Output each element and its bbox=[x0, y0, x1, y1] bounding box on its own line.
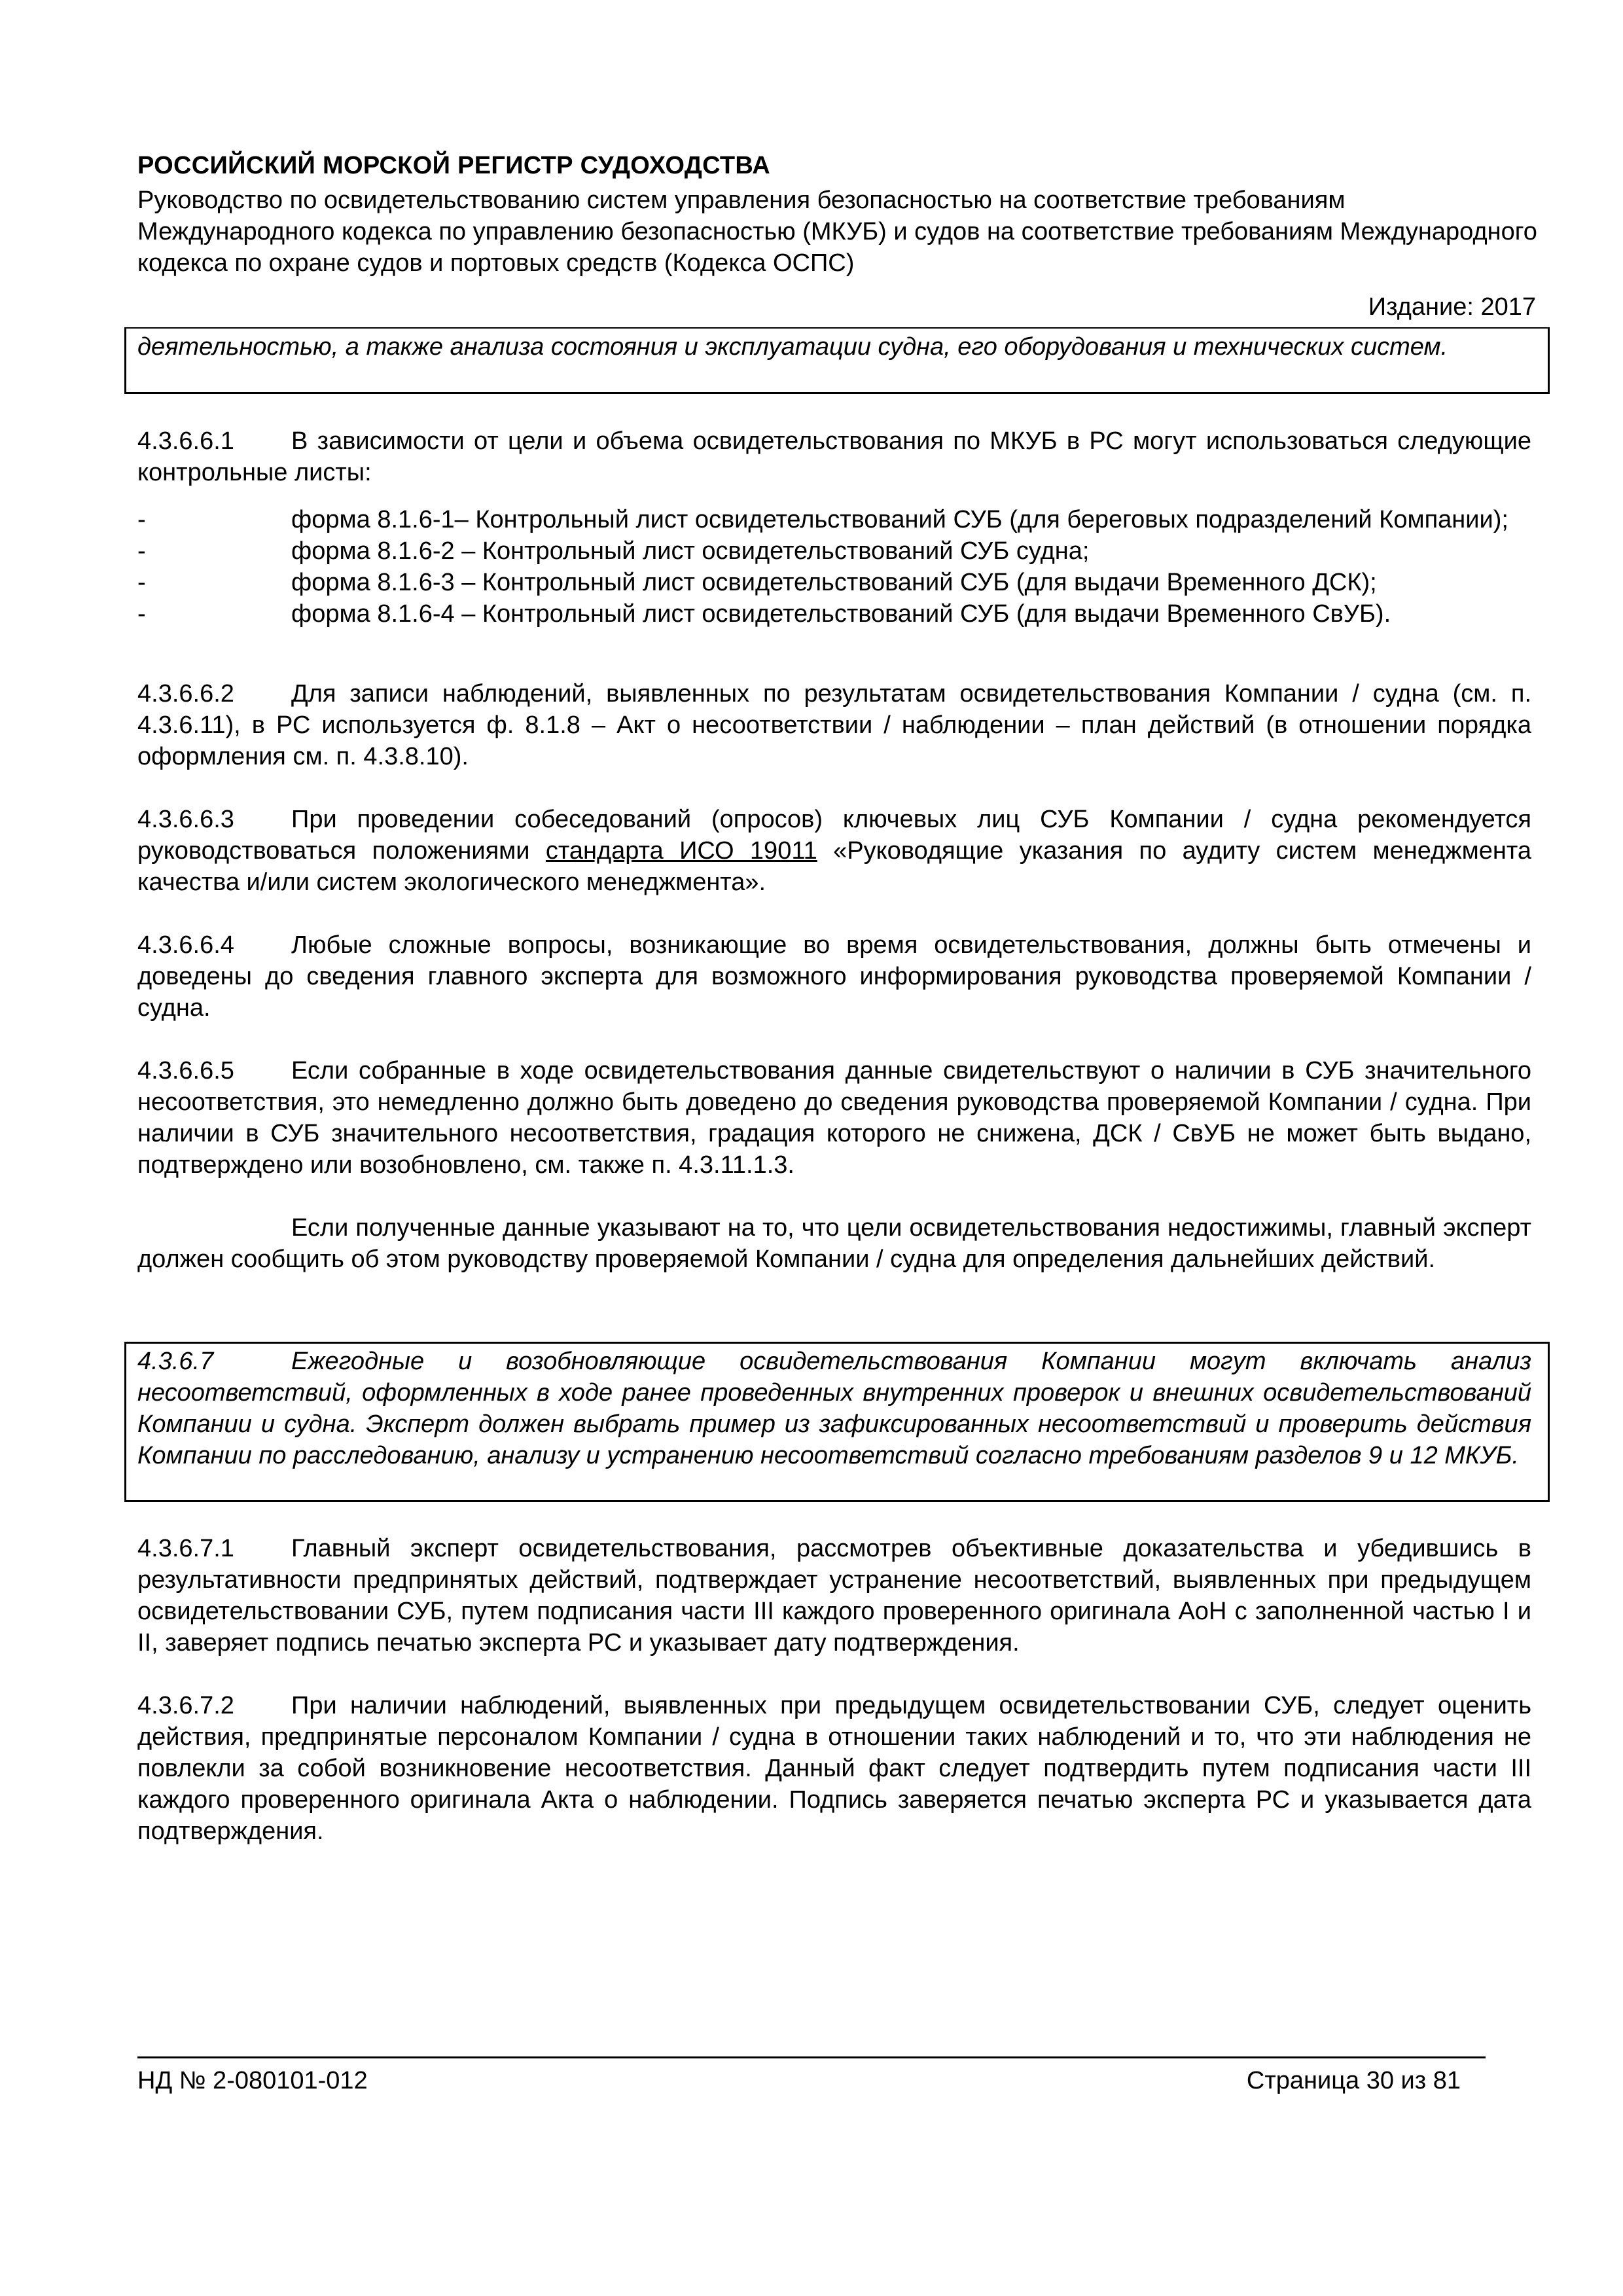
header-organization: РОССИЙСКИЙ МОРСКОЙ РЕГИСТР СУДОХОДСТВА bbox=[137, 152, 770, 179]
clause-number: 4.3.6.6.1 bbox=[137, 427, 234, 455]
clause-number: 4.3.6.7 bbox=[137, 1348, 214, 1375]
list-item-text: форма 8.1.6-3 – Контрольный лист освидетельствований СУБ (для выдачи Временного ДСК); bbox=[291, 569, 1377, 596]
clause-number: 4.3.6.7.1 bbox=[137, 1535, 234, 1562]
paragraph-4-3-6-6-5 bbox=[137, 1055, 1531, 1181]
clause-number: 4.3.6.6.2 bbox=[137, 680, 234, 708]
iso-19011-link[interactable]: стандарта ИСО 19011 bbox=[545, 837, 817, 865]
list-item-text: форма 8.1.6-2 – Контрольный лист освидетельствований СУБ судна; bbox=[291, 537, 1090, 565]
checklist-forms-list bbox=[137, 504, 1531, 630]
list-item bbox=[137, 504, 1531, 535]
paragraph-4-3-6-7-1 bbox=[137, 1533, 1531, 1659]
list-dash: - bbox=[137, 506, 146, 533]
boxed-clause-4-3-6-7-text bbox=[137, 1346, 1531, 1471]
clause-text: При наличии наблюдений, выявленных при предыдущем освидетельствовании СУБ, следует оценить действия, предпринятые персоналом Компании / судна в отношении таких наблюдений и то, что эти наблюдения не повлекли за собой возникновение несоответствия. Данный факт следует подтвердить путем подписания части III каждого проверенного оригинала Акта о наблюдении. Подпись заверяется печатью эксперта РС и указывается дата подтверждения. bbox=[137, 1692, 1531, 1845]
list-item-text: форма 8.1.6-1– Контрольный лист освидетельствований СУБ (для береговых подразделений Компании); bbox=[291, 506, 1508, 533]
list-dash: - bbox=[137, 569, 146, 596]
edition-label: Издание: 2017 bbox=[1368, 293, 1536, 321]
clause-text: Для записи наблюдений, выявленных по результатам освидетельствования Компании / судна (см. п. 4.3.6.11), в РС используется ф. 8.1.8 – Акт о несоответствии / наблюдении – план действий (в отношении порядка оформления см. п. 4.3.8.10). bbox=[137, 680, 1531, 770]
list-item bbox=[137, 567, 1531, 598]
paragraph-4-3-6-7-2 bbox=[137, 1690, 1531, 1847]
paragraph-4-3-6-6-5-continued bbox=[137, 1212, 1531, 1275]
list-item-text: форма 8.1.6-4 – Контрольный лист освидетельствований СУБ (для выдачи Временного СвУБ). bbox=[291, 600, 1391, 628]
clause-text-before: При проведении собеседований (опросов) ключевых лиц СУБ Компании / судна рекомендуется руководствоваться положениями bbox=[137, 806, 1531, 865]
clause-text-after: «Руководящие указания по аудиту систем менеджмента качества и/или систем экологического менеджмента». bbox=[137, 837, 1531, 896]
paragraph-4-3-6-6-3 bbox=[137, 804, 1531, 898]
list-item bbox=[137, 535, 1531, 567]
footer-document-number: НД № 2-080101-012 bbox=[137, 2067, 368, 2094]
clause-number: 4.3.6.6.3 bbox=[137, 806, 234, 833]
clause-text: Главный эксперт освидетельствования, рассмотрев объективные доказательства и убедившись в результативности предпринятых действий, подтверждает устранение несоответствий, выявленных при предыдущем освидетельствовании СУБ, путем подписания части III каждого проверенного оригинала АоН с заполненной частью I и II, заверяет подпись печатью эксперта РС и указывает дату подтверждения. bbox=[137, 1535, 1531, 1657]
clause-number: 4.3.6.6.5 bbox=[137, 1057, 234, 1085]
clause-text: Если полученные данные указывают на то, что цели освидетельствования недостижимы, главный эксперт должен сообщить об этом руководству проверяемой Компании / судна для определения дальнейших действий. bbox=[137, 1214, 1531, 1273]
paragraph-4-3-6-6-4 bbox=[137, 929, 1531, 1024]
header-subtitle: Руководство по освидетельствованию систем управления безопасностью на соответствие требованиям Международного кодекса по управлению безопасностью (МКУБ) и судов на соответствие требованиям Международного кодекса по охране судов и портовых средств (Кодекса ОСПС) bbox=[137, 187, 1537, 277]
clause-text: Любые сложные вопросы, возникающие во время освидетельствования, должны быть отмечены и доведены до сведения главного эксперта для возможного информирования руководства проверяемой Компании / судна. bbox=[137, 931, 1531, 1022]
footer-page-number: Страница 30 из 81 bbox=[1246, 2067, 1461, 2094]
clause-text: Ежегодные и возобновляющие освидетельствования Компании могут включать анализ несоответствий, оформленных в ходе ранее проведенных внутренних проверок и внешних освидетельствований Компании и судна. Эксперт должен выбрать пример из зафиксированных несоответствий и проверить действия Компании по расследованию, анализу и устранению несоответствий согласно требованиям разделов 9 и 12 МКУБ. bbox=[137, 1348, 1531, 1469]
clause-number: 4.3.6.6.4 bbox=[137, 931, 234, 959]
list-item bbox=[137, 598, 1531, 630]
list-dash: - bbox=[137, 537, 146, 565]
continued-boxed-clause-text: деятельностью, а также анализа состояния и эксплуатации судна, его оборудования и технических систем. bbox=[137, 333, 1448, 361]
list-dash: - bbox=[137, 600, 146, 628]
paragraph-4-3-6-6-1 bbox=[137, 425, 1531, 488]
clause-text: Если собранные в ходе освидетельствования данные свидетельствуют о наличии в СУБ значительного несоответствия, это немедленно должно быть доведено до сведения руководства проверяемой Компании / судна. При наличии в СУБ значительного несоответствия, градация которого не снижена, ДСК / СвУБ не может быть выдано, подтверждено или возобновлено, см. также п. 4.3.11.1.3. bbox=[137, 1057, 1531, 1179]
clause-number: 4.3.6.7.2 bbox=[137, 1692, 234, 1719]
clause-text: В зависимости от цели и объема освидетельствования по МКУБ в РС могут использоваться следующие контрольные листы: bbox=[137, 427, 1531, 486]
paragraph-4-3-6-6-2 bbox=[137, 678, 1531, 772]
footer-divider bbox=[137, 2056, 1486, 2058]
